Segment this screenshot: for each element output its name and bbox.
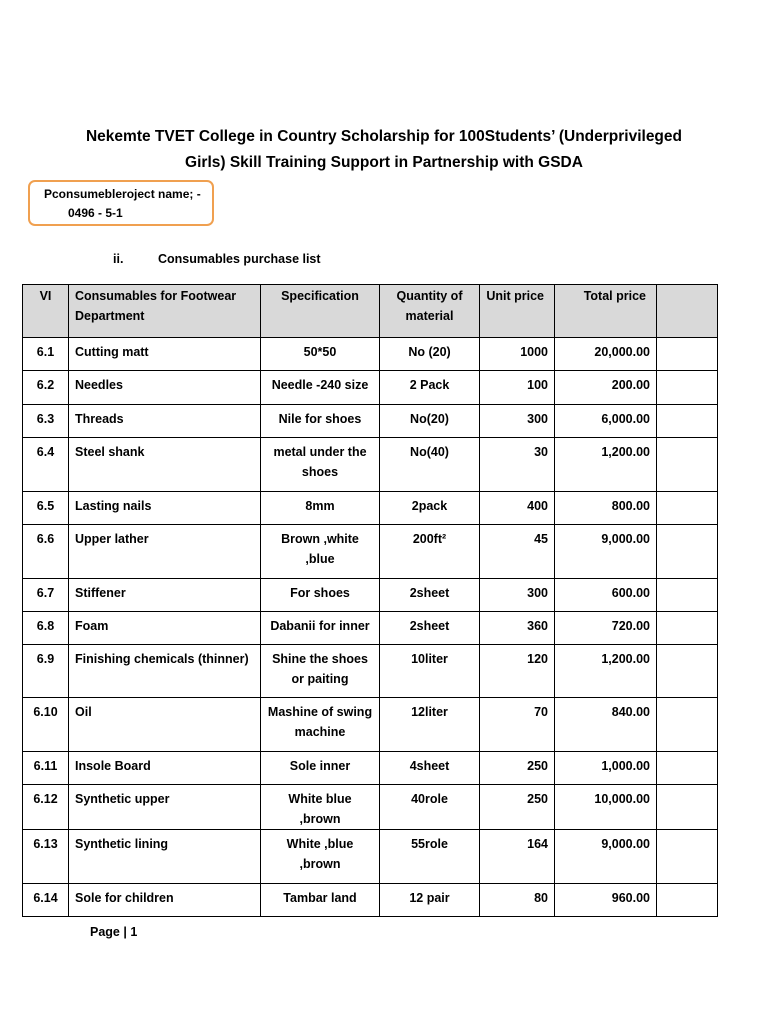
cell-name: Synthetic lining — [69, 830, 261, 884]
cell-unit-price: 250 — [480, 752, 555, 785]
cell-total-price: 1,000.00 — [555, 752, 657, 785]
cell-spec: For shoes — [261, 579, 380, 612]
cell-name: Threads — [69, 405, 261, 438]
table-header-row — [23, 285, 718, 338]
cell-spec: White blue ,brown — [261, 785, 380, 830]
cell-total-price: 800.00 — [555, 492, 657, 525]
project-number: 0496 - 5-1 — [68, 206, 123, 220]
table-row — [23, 438, 718, 492]
cell-extra — [657, 492, 718, 525]
table-row — [23, 579, 718, 612]
header-unit-price: Unit price — [480, 285, 555, 338]
cell-extra — [657, 830, 718, 884]
table-row — [23, 371, 718, 405]
table-row — [23, 752, 718, 785]
table-row — [23, 830, 718, 884]
table-row — [23, 492, 718, 525]
consumables-table — [22, 284, 718, 917]
cell-name: Needles — [69, 371, 261, 405]
cell-no: 6.7 — [23, 579, 69, 612]
cell-no: 6.6 — [23, 525, 69, 579]
cell-spec: Shine the shoes or paiting — [261, 645, 380, 698]
cell-qty: 2pack — [380, 492, 480, 525]
cell-spec: 8mm — [261, 492, 380, 525]
cell-extra — [657, 371, 718, 405]
cell-total-price: 10,000.00 — [555, 785, 657, 830]
cell-qty: No(40) — [380, 438, 480, 492]
cell-no: 6.9 — [23, 645, 69, 698]
cell-total-price: 600.00 — [555, 579, 657, 612]
project-name-box — [28, 180, 214, 226]
header-total-price: Total price — [555, 285, 657, 338]
cell-extra — [657, 612, 718, 645]
cell-name: Finishing chemicals (thinner) — [69, 645, 261, 698]
project-name-label: Pconsumebleroject name; - — [44, 187, 201, 201]
cell-no: 6.8 — [23, 612, 69, 645]
cell-total-price: 840.00 — [555, 698, 657, 752]
cell-no: 6.10 — [23, 698, 69, 752]
table-row — [23, 698, 718, 752]
cell-extra — [657, 405, 718, 438]
document-title-line-1: Nekemte TVET College in Country Scholarship for 100Students’ (Underprivileged — [85, 128, 682, 145]
cell-total-price: 200.00 — [555, 371, 657, 405]
cell-qty: 2 Pack — [380, 371, 480, 405]
cell-qty: 4sheet — [380, 752, 480, 785]
cell-unit-price: 30 — [480, 438, 555, 492]
cell-qty: No(20) — [380, 405, 480, 438]
cell-name: Steel shank — [69, 438, 261, 492]
cell-name: Synthetic upper — [69, 785, 261, 830]
table-row — [23, 785, 718, 830]
cell-total-price: 9,000.00 — [555, 830, 657, 884]
page-footer: Page | 1 — [90, 925, 138, 939]
cell-spec: 50*50 — [261, 338, 380, 371]
cell-spec: Tambar land — [261, 884, 380, 917]
header-extra — [657, 285, 718, 338]
cell-qty: 55role — [380, 830, 480, 884]
cell-qty: No (20) — [380, 338, 480, 371]
cell-qty: 12 pair — [380, 884, 480, 917]
table-row — [23, 884, 718, 917]
cell-qty: 40role — [380, 785, 480, 830]
cell-unit-price: 164 — [480, 830, 555, 884]
cell-name: Insole Board — [69, 752, 261, 785]
cell-extra — [657, 752, 718, 785]
cell-unit-price: 80 — [480, 884, 555, 917]
cell-no: 6.13 — [23, 830, 69, 884]
cell-unit-price: 300 — [480, 405, 555, 438]
cell-total-price: 1,200.00 — [555, 645, 657, 698]
cell-spec: Sole inner — [261, 752, 380, 785]
cell-no: 6.4 — [23, 438, 69, 492]
cell-spec: Mashine of swing machine — [261, 698, 380, 752]
header-quantity: Quantity of material — [380, 285, 480, 338]
cell-unit-price: 360 — [480, 612, 555, 645]
cell-qty: 200ft² — [380, 525, 480, 579]
header-no: VI — [23, 285, 69, 338]
cell-name: Lasting nails — [69, 492, 261, 525]
cell-qty: 2sheet — [380, 579, 480, 612]
table-row — [23, 338, 718, 371]
cell-extra — [657, 579, 718, 612]
cell-unit-price: 300 — [480, 579, 555, 612]
cell-qty: 12liter — [380, 698, 480, 752]
cell-total-price: 6,000.00 — [555, 405, 657, 438]
cell-spec: Brown ,white ,blue — [261, 525, 380, 579]
cell-extra — [657, 525, 718, 579]
cell-total-price: 9,000.00 — [555, 525, 657, 579]
cell-name: Oil — [69, 698, 261, 752]
cell-total-price: 720.00 — [555, 612, 657, 645]
cell-unit-price: 400 — [480, 492, 555, 525]
cell-no: 6.11 — [23, 752, 69, 785]
cell-spec: Dabanii for inner — [261, 612, 380, 645]
cell-no: 6.2 — [23, 371, 69, 405]
cell-name: Foam — [69, 612, 261, 645]
cell-extra — [657, 785, 718, 830]
cell-name: Cutting matt — [69, 338, 261, 371]
cell-unit-price: 1000 — [480, 338, 555, 371]
table-row — [23, 405, 718, 438]
table-row — [23, 612, 718, 645]
cell-spec: White ,blue ,brown — [261, 830, 380, 884]
cell-extra — [657, 338, 718, 371]
table-row — [23, 645, 718, 698]
cell-no: 6.12 — [23, 785, 69, 830]
cell-no: 6.14 — [23, 884, 69, 917]
cell-no: 6.5 — [23, 492, 69, 525]
cell-name: Stiffener — [69, 579, 261, 612]
cell-qty: 2sheet — [380, 612, 480, 645]
section-number: ii. — [113, 252, 124, 266]
cell-spec: Needle -240 size — [261, 371, 380, 405]
document-title-line-2: Girls) Skill Training Support in Partnership with GSDA — [185, 154, 583, 171]
cell-name: Upper lather — [69, 525, 261, 579]
cell-unit-price: 250 — [480, 785, 555, 830]
cell-extra — [657, 645, 718, 698]
cell-extra — [657, 438, 718, 492]
cell-unit-price: 45 — [480, 525, 555, 579]
header-specification: Specification — [261, 285, 380, 338]
cell-extra — [657, 884, 718, 917]
cell-unit-price: 120 — [480, 645, 555, 698]
cell-qty: 10liter — [380, 645, 480, 698]
cell-unit-price: 100 — [480, 371, 555, 405]
header-consumables: Consumables for Footwear Department — [69, 285, 261, 338]
cell-total-price: 960.00 — [555, 884, 657, 917]
cell-unit-price: 70 — [480, 698, 555, 752]
table-row — [23, 525, 718, 579]
cell-name: Sole for children — [69, 884, 261, 917]
section-title: Consumables purchase list — [158, 252, 321, 266]
cell-total-price: 20,000.00 — [555, 338, 657, 371]
cell-spec: Nile for shoes — [261, 405, 380, 438]
cell-no: 6.1 — [23, 338, 69, 371]
cell-total-price: 1,200.00 — [555, 438, 657, 492]
cell-extra — [657, 698, 718, 752]
cell-no: 6.3 — [23, 405, 69, 438]
cell-spec: metal under the shoes — [261, 438, 380, 492]
